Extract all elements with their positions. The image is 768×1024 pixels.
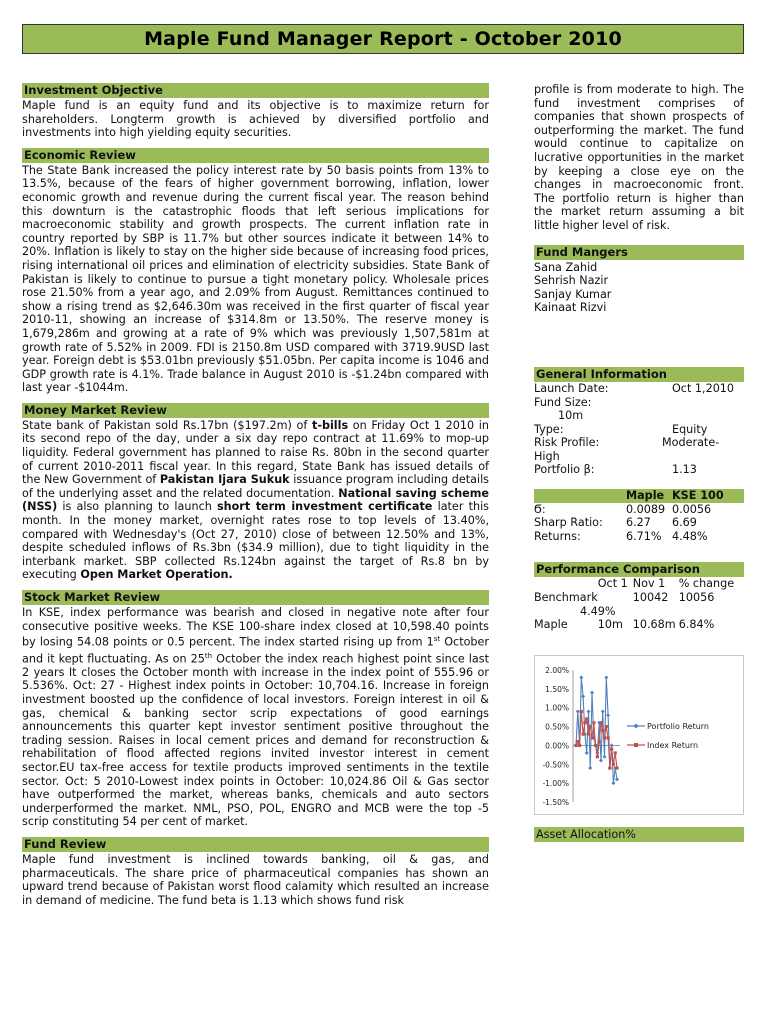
money-market-review-heading: Money Market Review — [22, 403, 489, 418]
fund-manager-name: Kainaat Rizvi — [534, 301, 607, 315]
data-point-portfolio — [590, 691, 594, 695]
fund-manager-name: Sanjay Kumar — [534, 287, 612, 301]
type-value: Equity — [672, 422, 708, 436]
data-point-index — [594, 744, 597, 747]
data-point-index — [590, 736, 593, 739]
launch-date-label: Launch Date: — [534, 381, 609, 395]
table-cell: Returns: — [534, 529, 581, 543]
table-row — [534, 605, 744, 619]
data-point-index — [582, 733, 585, 736]
table-cell: 10m — [597, 618, 623, 632]
data-point-portfolio — [611, 781, 615, 785]
y-tick-label: -1.00% — [542, 779, 569, 789]
fund-review-continued: profile is from moderate to high. The fund investment comprises of companies that shown prospects of outperforming the market. The fund would continue to capitalize on lucrative opportunities in the market by keeping a close eye on the changes in macroeconomic front. The portfolio return is higher than the market return assuming a bit little higher level of risk. — [534, 83, 744, 232]
report-title: Maple Fund Manager Report - October 2010 — [144, 28, 622, 50]
data-point-portfolio — [603, 755, 607, 759]
economic-review-text: The State Bank increased the policy interest rate by 50 basis points from 13% to 13.5%, because of the fears of higher government borrowing, inflation, lower economic growth and revenue during the current fiscal year. The reason behind this downturn is the catastrophic floods that left serious implications for macroeconomic stability and growth prospects. The current inflation rate in country reported by SBP is 11.7% but other sources indicate it between 14% to 20%. Inflation is likely to stay on the higher side because of increasing food prices, rising international oil prices and elimination of electricity subsidies. State Bank of Pakistan is likely to continue to pursue a tight monetary policy. Wholesale prices rose 21.50% from a year ago, and 2.09% from August. Remittances continued to show a rising trend as $2,646.30m was received in the first quarter of fiscal year 2010-11, showing an increase of $314.8m or 13.50%. The reserve money is 1,679,286m and growing at a rate of 9% which was previously 1,507,581m at growth rate of 5.52% in 2009. FDI is 2150.8m USD compared with 3719.9USD last year. Foreign debt is $53.01bn previously $51.05bn. Per capita income is 1046 and GDP growth rate is 4.1%. Trade balance in August 2010 is -$1.24bn compared with last year -$1044m. — [22, 163, 489, 395]
fund-size-value: 10m — [558, 409, 584, 423]
performance-comparison-heading: Performance Comparison — [534, 562, 744, 577]
table-cell: 6.71% — [626, 529, 662, 543]
table-header-row — [534, 577, 744, 591]
data-point-index — [601, 729, 604, 732]
fund-manager-name: Sehrish Nazir — [534, 274, 609, 288]
legend-marker — [634, 724, 639, 729]
table-cell: Benchmark — [534, 591, 598, 605]
data-point-index — [576, 740, 579, 743]
legend-label: Portfolio Return — [647, 722, 709, 731]
data-point-index — [605, 725, 608, 728]
type-label: Type: — [534, 422, 564, 436]
data-point-index — [583, 721, 586, 724]
data-point-index — [614, 751, 617, 754]
table-cell: 0.0089 — [626, 502, 666, 516]
performance-table — [534, 577, 744, 631]
fund-review-text: Maple fund investment is inclined towards banking, oil & gas, and pharmaceuticals. The share price of pharmaceutical companies has shown an upward trend because of Pakistan worst flood calamity which resulted an increase in demand of medicine. The fund beta is 1.13 which shows fund risk — [22, 852, 489, 907]
table-cell — [598, 591, 633, 605]
table-cell: Sharp Ratio: — [534, 516, 603, 530]
table-header-cell: KSE 100 — [672, 489, 744, 503]
data-point-index — [592, 721, 595, 724]
table-row — [534, 618, 744, 632]
data-point-index — [585, 717, 588, 720]
data-point-portfolio — [576, 709, 580, 713]
table-cell: 10042 — [632, 591, 669, 605]
table-cell: 6.84% — [678, 618, 715, 632]
data-point-index — [578, 744, 581, 747]
y-tick-label: 2.00% — [545, 666, 569, 675]
data-point-index — [580, 710, 583, 713]
table-cell: 0.0056 — [672, 502, 712, 516]
return-chart-svg — [535, 656, 743, 814]
risk-profile-label: Risk Profile: — [534, 436, 600, 450]
table-header-row — [534, 489, 744, 503]
data-point-portfolio — [586, 709, 590, 713]
legend-marker — [634, 743, 638, 747]
investment-objective-text: Maple fund is an equity fund and its objective is to maximize return for shareholders. Longterm growth is achieved by diversified portfolio and investments into high yielding equity securities. — [22, 99, 489, 140]
fund-size-label: Fund Size: — [534, 395, 592, 409]
data-point-portfolio — [615, 777, 619, 781]
data-point-index — [574, 744, 577, 747]
fund-managers-heading: Fund Mangers — [534, 245, 744, 260]
data-point-index — [599, 721, 602, 724]
table-header-cell: Nov 1 — [632, 577, 666, 591]
data-point-index — [610, 748, 613, 751]
series-line — [576, 712, 617, 769]
return-chart — [534, 655, 744, 815]
general-information — [534, 382, 744, 477]
data-point-index — [587, 733, 590, 736]
data-point-index — [615, 766, 618, 769]
money-market-review-text: State bank of Pakistan sold Rs.17bn ($197.2m) of t-bills on Friday Oct 1 2010 in its second repo of the day, under a six day repo contract at 11.69% to mop-up liquidity. Federal government has planned to raise Rs. 80bn in the second quarter of current 2010-2011 fiscal year. In this regard, State Bank has issued details of the New Government of Pakistan Ijara Sukuk issuance program including details of the underlying asset and the related documentation. National saving scheme (NSS) is also planning to launch short term investment certificate later this month. In the money market, overnight rates rose to top levels of 13.40%, compared with Wednesday's (Oct 27, 2010) close of between 12.50% and 13%, despite scheduled inflows of Rs.3bn ($34.9 million), due to tight liquidity in the interbank market. SBP collected Rs.124bn against the target of Rs.8 bn by executing Open Market Operation. — [22, 418, 490, 582]
table-cell: Ϭ: — [534, 502, 546, 516]
table-cell: 10056 — [678, 591, 715, 605]
y-tick-label: -1.50% — [542, 798, 569, 807]
data-point-portfolio — [604, 676, 608, 680]
risk-profile-value: Moderate- — [662, 436, 720, 450]
stock-market-review-heading: Stock Market Review — [22, 590, 489, 605]
general-information-heading: General Information — [534, 367, 744, 382]
y-tick-label: 1.50% — [545, 684, 569, 694]
table-row — [534, 503, 744, 517]
fund-manager-name: Sana Zahid — [534, 260, 598, 274]
data-point-portfolio — [610, 743, 614, 747]
data-point-portfolio — [601, 709, 605, 713]
right-column — [534, 83, 744, 632]
data-point-portfolio — [581, 694, 585, 698]
table-cell: 6.69 — [672, 516, 697, 530]
data-point-index — [608, 766, 611, 769]
asset-allocation-heading: Asset Allocation% — [534, 827, 744, 842]
table-header-cell: % change — [678, 577, 735, 591]
table-cell: Maple — [534, 618, 568, 632]
stock-market-review-text: In KSE, index performance was bearish and closed in negative note after four consecutive positive weeks. The KSE 100-share index closed at 10,598.40 points by losing 54.08 points or 0.5 percent. The index started rising up from 1st October and it kept fluctuating. As on 25th October the index reach highest point since last 2 years It closes the October month with increase in the index point of 555.96 or 5.536%. Oct: 27 - Highest index points in October: 10,704.16. Increase in foreign investment boosted up the confidence of local investors. Foreign interest in oil & gas, chemical & banking sector scrip expectations of good earnings announcements this quarter kept investor sentiment positive throughout the trading session. Raises in local cement prices and demand for reconstruction & rehabilitation of flood affected regions invited investor interest in cement sector.EU tax-free access for textile products improved sentiments in the textile sector. Oct: 5 2010-Lowest index points in October: 10,024.86 Oil & Gas sector have outperformed the market, whereas banks, chemicals and auto sectors underperformed the market. NML, PSO, POL, ENGRO and MCB were the top -5 scrip constituting 54 per cent of market. — [22, 606, 490, 829]
risk-return-table — [534, 489, 744, 543]
data-point-index — [598, 740, 601, 743]
data-point-index — [603, 736, 606, 739]
fund-review-heading: Fund Review — [22, 837, 489, 852]
table-cell: 4.49% — [580, 604, 616, 618]
data-point-index — [606, 736, 609, 739]
economic-review-heading: Economic Review — [22, 148, 489, 163]
y-tick-label: -0.50% — [542, 760, 569, 770]
legend-label: Index Return — [647, 741, 699, 750]
data-point-portfolio — [588, 766, 592, 770]
table-header-cell: Oct 1 — [597, 577, 628, 591]
data-point-index — [612, 763, 615, 766]
y-tick-label: 0.00% — [545, 741, 569, 751]
report-title-bar — [22, 24, 744, 54]
table-row — [534, 530, 744, 544]
left-column — [22, 83, 489, 907]
data-point-portfolio — [606, 713, 610, 717]
portfolio-beta-label: Portfolio β: — [534, 463, 595, 477]
risk-profile-value-cont: High — [534, 449, 560, 463]
y-tick-label: 0.50% — [545, 722, 569, 732]
table-cell: 6.27 — [626, 516, 651, 530]
investment-objective-heading: Investment Objective — [22, 83, 489, 98]
data-point-portfolio — [585, 751, 589, 755]
table-cell: 4.48% — [672, 529, 708, 543]
table-header-cell: Maple — [626, 489, 672, 503]
fund-managers-list — [534, 261, 744, 315]
data-point-portfolio — [579, 676, 583, 680]
data-point-portfolio — [599, 759, 603, 763]
table-header-cell — [534, 577, 598, 591]
y-tick-label: 1.00% — [545, 703, 569, 713]
table-header-cell — [534, 489, 626, 503]
launch-date-value: Oct 1,2010 — [672, 381, 735, 395]
data-point-index — [589, 725, 592, 728]
table-row — [534, 591, 744, 605]
portfolio-beta-value: 1.13 — [672, 463, 697, 477]
table-cell: 10.68m — [632, 618, 676, 632]
table-row — [534, 516, 744, 530]
data-point-index — [596, 755, 599, 758]
